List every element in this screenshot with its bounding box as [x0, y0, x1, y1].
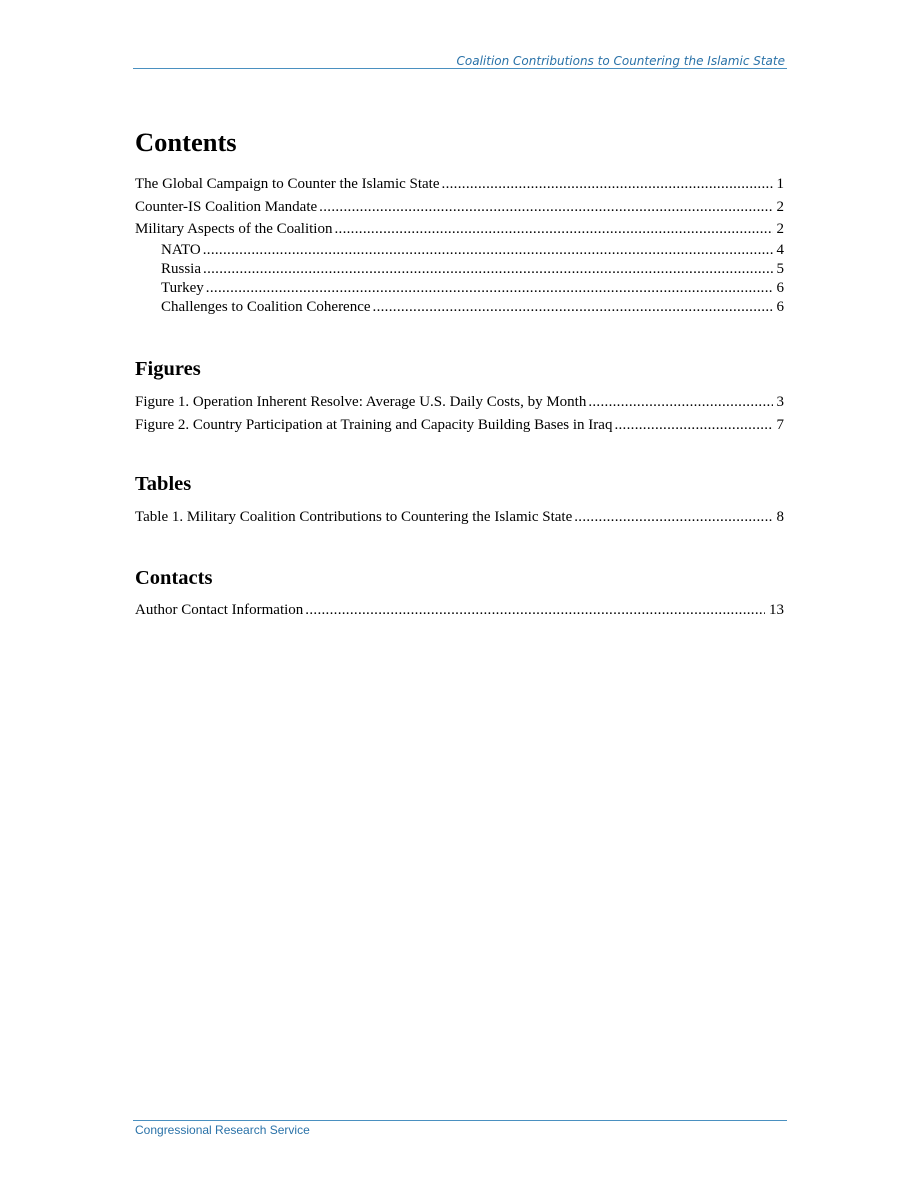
toc-entry-title: The Global Campaign to Counter the Islamic State [135, 176, 440, 192]
toc-entry-page: 2 [776, 221, 784, 237]
toc-entry-table-1[interactable] [135, 506, 784, 529]
running-header: Coalition Contributions to Countering the Islamic State [456, 54, 785, 68]
running-footer: Congressional Research Service [135, 1123, 310, 1137]
dot-leader [319, 196, 772, 219]
contents-heading: Contents [135, 127, 237, 157]
toc-entry-page: 4 [776, 241, 784, 258]
contacts-heading: Contacts [135, 567, 213, 589]
toc-entry-coalition-mandate[interactable] [135, 196, 784, 219]
toc-entry-title: Figure 2. Country Participation at Training and Capacity Building Bases in Iraq [135, 416, 613, 433]
toc-entry-title: Military Aspects of the Coalition [135, 221, 333, 237]
toc-entry-page: 7 [776, 416, 784, 433]
toc-entry-figure-2[interactable] [135, 414, 784, 437]
tables-list [135, 506, 784, 529]
dot-leader [614, 414, 772, 437]
figures-list [135, 391, 784, 436]
toc-entry-page: 5 [776, 260, 784, 277]
contacts-list [135, 599, 784, 622]
figures-heading: Figures [135, 358, 201, 380]
toc-entry-title: Counter-IS Coalition Mandate [135, 198, 318, 215]
toc-entry-coalition-coherence[interactable] [135, 298, 784, 317]
toc-entry-page: 8 [776, 509, 784, 525]
dot-leader [334, 218, 772, 241]
toc-entry-russia[interactable] [135, 260, 784, 279]
dot-leader [305, 599, 765, 622]
dot-leader [206, 279, 773, 298]
toc-entry-figure-1[interactable] [135, 391, 784, 414]
dot-leader [588, 391, 772, 414]
toc-entry-title: Turkey [161, 279, 204, 296]
footer-divider [133, 1120, 787, 1121]
toc-entry-nato[interactable] [135, 241, 784, 260]
toc-entry-page: 6 [776, 298, 784, 315]
toc-entry-title: Author Contact Information [135, 602, 304, 618]
toc-entry-page: 2 [776, 198, 784, 215]
dot-leader [203, 241, 773, 260]
toc-entry-page: 3 [776, 394, 784, 410]
dot-leader [203, 260, 772, 279]
dot-leader [442, 173, 773, 196]
tables-heading: Tables [135, 473, 192, 495]
dot-leader [574, 506, 772, 529]
toc-entry-title: Figure 1. Operation Inherent Resolve: Average U.S. Daily Costs, by Month [135, 394, 587, 410]
toc-entry-military-aspects[interactable] [135, 218, 784, 241]
toc-entry-title: Challenges to Coalition Coherence [161, 298, 371, 315]
header-divider [133, 68, 787, 69]
toc-entry-title: NATO [161, 241, 201, 258]
toc-entry-title: Russia [161, 260, 202, 277]
toc-entry-page: 1 [776, 176, 784, 192]
toc-entry-author-contact[interactable] [135, 599, 784, 622]
toc-entry-turkey[interactable] [135, 279, 784, 298]
toc-entry-global-campaign[interactable] [135, 173, 784, 196]
toc-entry-title: Table 1. Military Coalition Contributions to Countering the Islamic State [135, 509, 573, 525]
toc-entry-page: 6 [776, 279, 784, 296]
toc-entry-page: 13 [769, 602, 784, 618]
dot-leader [373, 298, 773, 317]
contents-list [135, 173, 784, 317]
